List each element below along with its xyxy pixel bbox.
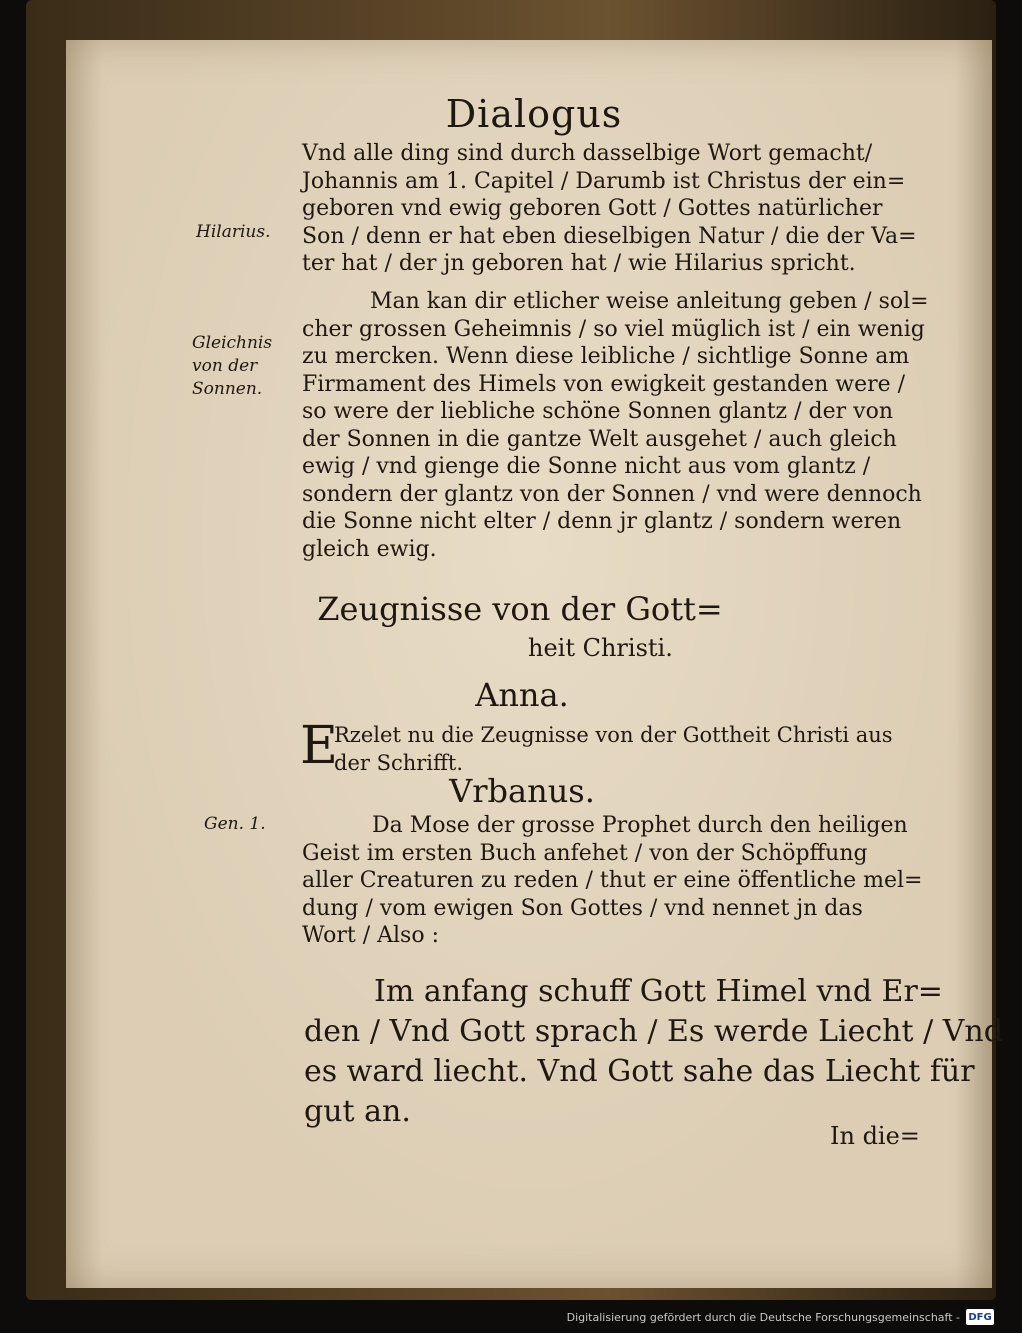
urbanus-answer xyxy=(302,812,923,950)
text-line: Geist im ersten Buch anfehet / von der Schöpffung xyxy=(302,840,868,866)
marginal-note-line: Sonnen. xyxy=(192,379,263,399)
quotation-line: den / Vnd Gott sprach / Es werde Liecht / Vnd xyxy=(304,1014,1003,1049)
paragraph-1 xyxy=(302,140,920,278)
marginal-note-genesis: Gen. 1. xyxy=(204,814,266,834)
marginal-note-line: Gleichnis xyxy=(192,333,273,353)
drop-initial: E xyxy=(300,716,338,776)
text-line: Johannis am 1. Capitel / Darumb ist Christus der ein= xyxy=(302,168,906,194)
quotation-line: gut an. xyxy=(304,1094,411,1129)
text-line: ewig / vnd gienge die Sonne nicht aus vom glantz / xyxy=(302,454,871,479)
dfg-logo: DFG xyxy=(966,1309,994,1325)
paragraph-2 xyxy=(302,288,929,563)
speaker-urbanus: Vrbanus. xyxy=(449,772,595,810)
text-line: dung / vom ewigen Son Gottes / vnd nennet jn das xyxy=(302,895,863,921)
anna-question xyxy=(334,722,920,777)
marginal-note-line: von der xyxy=(192,356,258,376)
quotation-line: Im anfang schuff Gott Himel vnd Er= xyxy=(374,974,943,1009)
quotation-line: es ward liecht. Vnd Gott sahe das Liecht für xyxy=(304,1054,975,1089)
text-line: der Schrifft. xyxy=(334,750,464,775)
page-header: Dialogus xyxy=(445,92,623,136)
text-line: aller Creaturen zu reden / thut er eine öffentliche mel= xyxy=(302,868,923,893)
text-line: Wort / Also : xyxy=(302,923,439,948)
text-line: gleich ewig. xyxy=(302,536,437,562)
text-line: Son / denn er hat eben dieselbigen Natur / die der Va= xyxy=(302,223,917,249)
text-line: geboren vnd ewig geboren Gott / Gottes natürlicher xyxy=(302,196,883,221)
marginal-note-hilarius: Hilarius. xyxy=(196,222,271,242)
text-line: zu mercken. Wenn diese leibliche / sichtlige Sonne am xyxy=(302,344,910,369)
marginal-note-gleichnis xyxy=(192,332,272,401)
scripture-quotation xyxy=(304,972,1003,1132)
speaker-anna: Anna. xyxy=(475,676,569,714)
text-line: cher grossen Geheimnis / so viel müglich ist / ein wenig xyxy=(302,316,925,342)
text-line: ter hat / der jn geboren hat / wie Hilarius spricht. xyxy=(302,251,856,276)
text-line: der Sonnen in die gantze Welt ausgehet / auch gleich xyxy=(302,426,897,452)
section-title-line-2: heit Christi. xyxy=(528,634,673,662)
text-line: sondern der glantz von der Sonnen / vnd were dennoch xyxy=(302,481,922,507)
catchword: In die= xyxy=(830,1122,920,1150)
section-title-line-1: Zeugnisse von der Gott= xyxy=(317,590,723,628)
text-line: Man kan dir etlicher weise anleitung geben / sol= xyxy=(370,289,929,314)
text-line: so were der liebliche schöne Sonnen glantz / der von xyxy=(302,399,894,424)
text-line: die Sonne nicht elter / denn jr glantz / sondern weren xyxy=(302,509,902,534)
text-line: Da Mose der grosse Prophet durch den heiligen xyxy=(372,813,908,838)
digitization-footer xyxy=(567,1305,994,1329)
text-line: Vnd alle ding sind durch dasselbige Wort gemacht/ xyxy=(302,141,873,166)
footer-credit: Digitalisierung gefördert durch die Deutsche Forschungsgemeinschaft - xyxy=(566,1310,960,1324)
text-line: Firmament des Himels von ewigkeit gestanden were / xyxy=(302,371,906,397)
text-line: Rzelet nu die Zeugnisse von der Gottheit Christi aus xyxy=(334,723,893,747)
